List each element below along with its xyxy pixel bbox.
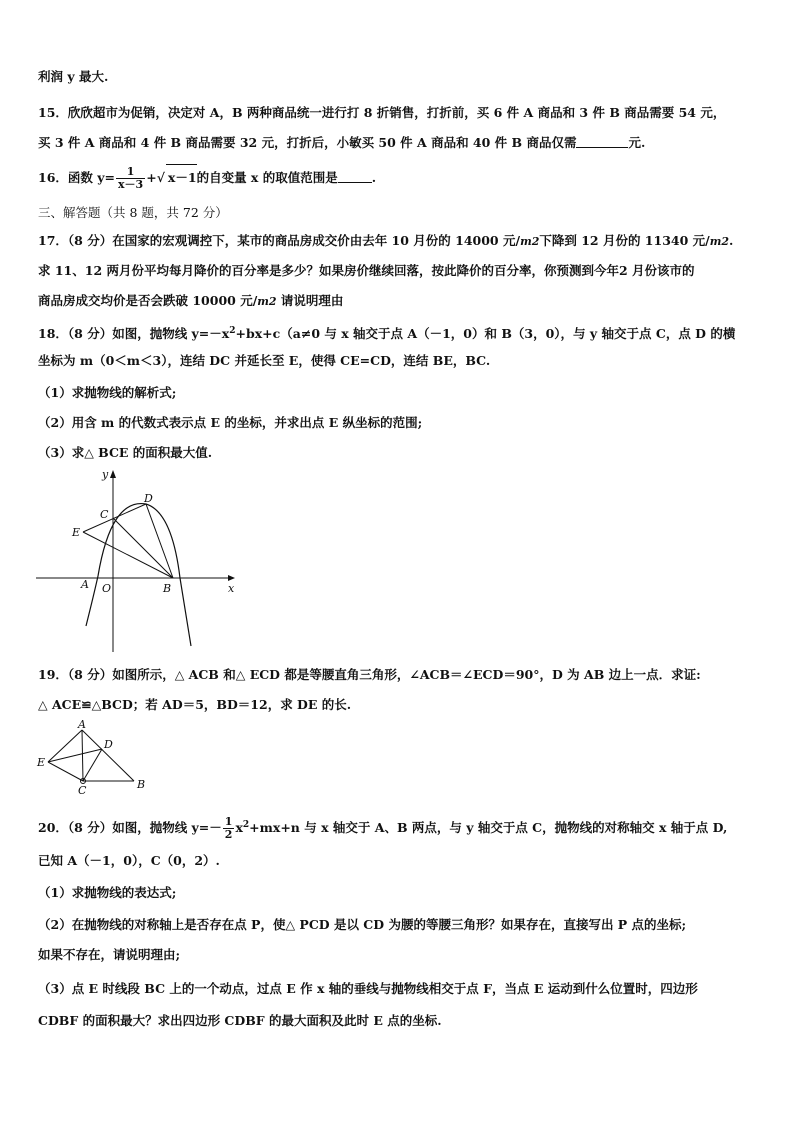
q15-answer-blank <box>576 135 628 148</box>
q17-text-b: 下降到 12 月份的 11340 元/ <box>539 233 710 248</box>
q16-text: 的自变量 x 的取值范围是 <box>196 170 338 185</box>
segment-de <box>83 504 146 532</box>
q18-line-1 <box>38 322 735 343</box>
q17-text-d: 请说明理由 <box>280 293 344 308</box>
q16-line: 16．函数 y= $\frac{1}{x-3}$ +√ x－1的自变量 x 的取值范围是 . <box>38 165 377 191</box>
q19-line-2: △ ACE≌△BCD；若 AD＝5，BD＝12，求 DE 的长. <box>38 697 352 712</box>
label-y: y <box>102 468 109 481</box>
q18-text-b: +bx+c（a≠0 与 x 轴交于点 A（－1，0）和 B（3，0），与 y 轴交于点 C，点 D 的横 <box>235 326 736 341</box>
q17-unit-2: m2 <box>709 235 730 248</box>
q20-denominator: 2 <box>224 828 233 841</box>
q20-part-2: （2）在抛物线的对称轴上是否存在点 P，使△ PCD 是以 CD 为腰的等腰三角形？如果存在，直接写出 P 点的坐标; <box>38 917 687 932</box>
q18-line-2: 坐标为 m（0＜m＜3），连结 DC 并延长至 E，使得 CE=CD，连结 BE，BC. <box>38 353 491 368</box>
q20-part-2-cont: 如果不存在，请说明理由; <box>38 947 181 962</box>
q20-line-2: 已知 A（－1，0），C（0，2）. <box>38 853 220 868</box>
x-axis-arrow <box>228 575 235 581</box>
q17-text-a: 17．（8 分）在国家的宏观调控下，某市的商品房成交价由去年 10 月份的 14000 元/ <box>38 233 521 248</box>
q18-part-2: （2）用含 m 的代数式表示点 E 的坐标，并求出点 E 纵坐标的范围; <box>38 415 423 430</box>
q20-fraction <box>223 816 235 841</box>
q15-line-2 <box>38 134 645 152</box>
q18-exponent: 2 <box>229 326 236 336</box>
q17-unit-3: m2 <box>257 295 277 308</box>
q16-denominator: x－3 <box>117 178 144 191</box>
y-axis-arrow <box>110 470 116 478</box>
label-d: D <box>144 492 153 505</box>
q15-text: 买 3 件 A 商品和 4 件 B 商品需要 32 元，打折后，小敏买 50 件 A 商品和 40 件 B 商品仅需 <box>38 135 577 150</box>
q16-end: . <box>371 170 377 185</box>
section-heading: 三、解答题（共 8 题，共 72 分） <box>38 205 228 220</box>
segment-ec <box>48 762 83 781</box>
q15-end: 元. <box>628 135 646 150</box>
q20-text: +mx+n 与 x 轴交于 A、B 两点，与 y 轴交于点 C，抛物线的对称轴交 x 轴于点 D, <box>249 820 728 835</box>
previous-question-tail: 利润 y 最大. <box>38 69 109 84</box>
label-e: E <box>72 526 81 539</box>
label-a: A <box>78 720 86 731</box>
q20-variable: x <box>235 820 243 835</box>
q17-unit-1: m2 <box>520 235 540 248</box>
q18-part-3: （3）求△ BCE 的面积最大值. <box>38 445 213 460</box>
segment-ed <box>48 749 102 762</box>
label-o: O <box>102 582 112 595</box>
label-b: B <box>137 778 146 791</box>
q18-parabola-figure <box>36 466 246 654</box>
q17-line-2: 求 11、12 两月份平均每月降价的百分率是多少？如果房价继续回落，按此降价的百分率，你预测到今年2 月份该市的 <box>38 263 695 278</box>
q16-prefix: 16．函数 y= <box>38 170 115 185</box>
segment-bc <box>113 518 173 578</box>
label-d: D <box>104 738 113 751</box>
q17-line-1: 17．（8 分）在国家的宏观调控下，某市的商品房成交价由去年 10 月份的 14000 元/m2下降到 12 月份的 11340 元/m2. <box>38 233 734 248</box>
label-e: E <box>37 756 46 769</box>
q20-numerator: 1 <box>224 815 233 828</box>
q16-plus: + <box>146 170 157 185</box>
q20-part-3: （3）点 E 时线段 BC 上的一个动点，过点 E 作 x 轴的垂线与抛物线相交于点 F，当点 E 运动到什么位置时，四边形 <box>38 981 698 996</box>
label-x: x <box>228 582 235 595</box>
label-b: B <box>163 582 172 595</box>
segment-ac <box>82 730 83 781</box>
q18-part-1: （1）求抛物线的解析式; <box>38 385 177 400</box>
label-a: A <box>81 578 89 591</box>
segment-bd <box>146 504 173 578</box>
q16-fraction <box>116 166 145 191</box>
q19-line-1: 19．（8 分）如图所示，△ ACB 和△ ECD 都是等腰直角三角形，∠ACB＝∠ECD＝90°，D 为 AB 边上一点．求证: <box>38 667 701 682</box>
segment-be <box>83 532 173 578</box>
q16-answer-blank <box>338 170 372 183</box>
q16-numerator: 1 <box>126 165 135 178</box>
label-c: C <box>78 784 87 797</box>
q17-line-3 <box>38 292 343 311</box>
q20-line-1 <box>38 812 727 841</box>
q18-text-a: 18．（8 分）如图，抛物线 y=－x <box>38 326 230 341</box>
q20-prefix: 20．（8 分）如图，抛物线 y=－ <box>38 820 222 835</box>
q15-line-1: 15．欣欣超市为促销，决定对 A，B 两种商品统一进行打 8 折销售，打折前，买 6 件 A 商品和 3 件 B 商品需要 54 元， <box>38 105 726 120</box>
q17-text-c: 商品房成交均价是否会跌破 10000 元/ <box>38 293 258 308</box>
q20-part-3-cont: CDBF 的面积最大？求出四边形 CDBF 的最大面积及此时 E 点的坐标. <box>38 1013 442 1028</box>
segment-cd <box>83 749 102 781</box>
label-c: C <box>100 508 109 521</box>
parabola-curve <box>86 504 191 646</box>
segment-ae <box>48 730 82 762</box>
q19-triangle-figure <box>34 720 164 800</box>
q20-part-1: （1）求抛物线的表达式; <box>38 885 177 900</box>
q20-exponent: 2 <box>242 820 250 830</box>
q16-radicand: x－1 <box>166 164 197 191</box>
